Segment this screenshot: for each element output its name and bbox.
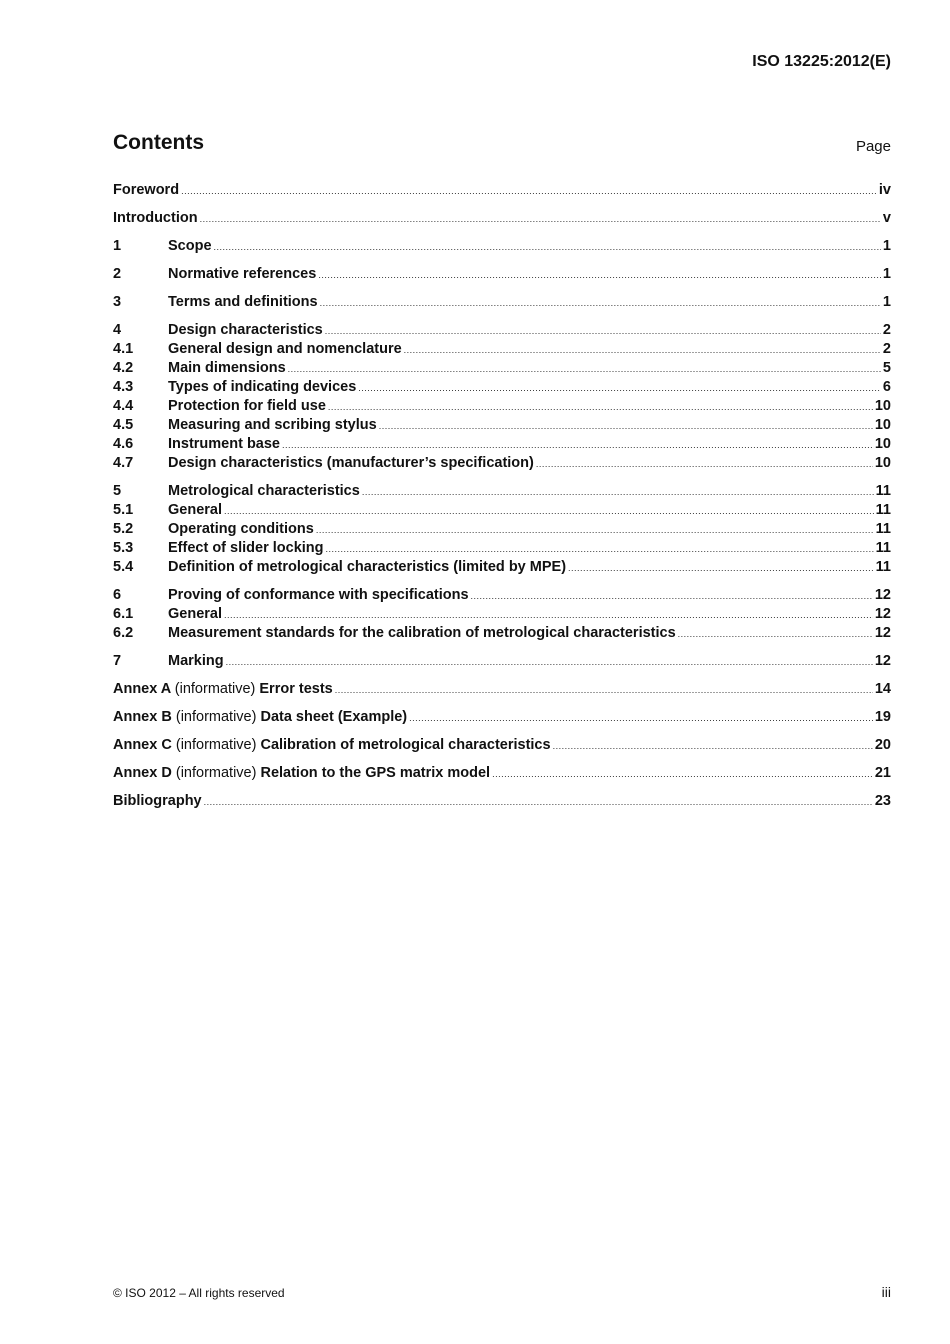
- toc-entry-page: v: [882, 210, 891, 226]
- toc-entry-title: [168, 483, 360, 499]
- toc-entry[interactable]: [113, 266, 891, 285]
- toc-entry-page: 1: [882, 294, 891, 310]
- toc-entry[interactable]: [113, 793, 891, 812]
- toc-entry-text: Design characteristics: [168, 322, 323, 338]
- toc-entry-title: [168, 559, 566, 575]
- toc-entry-number: 3: [113, 294, 122, 310]
- toc-entry-page: 11: [875, 502, 891, 518]
- toc-entry-title: [168, 379, 356, 395]
- toc-entry-page: 10: [874, 417, 891, 433]
- annex-label: Annex A: [113, 681, 171, 697]
- toc-entry-title: [168, 294, 318, 310]
- toc-entry-text: Scope: [168, 238, 212, 254]
- dot-leader: [379, 421, 873, 431]
- toc-entry-number: 6.1: [113, 606, 134, 622]
- toc-entry-page: 11: [875, 540, 891, 556]
- dot-leader: [328, 402, 873, 412]
- toc-entry[interactable]: [113, 483, 891, 502]
- dot-leader: [536, 459, 873, 469]
- table-of-contents: [113, 182, 891, 812]
- toc-entry-number: 5: [113, 483, 122, 499]
- toc-entry[interactable]: [113, 436, 891, 455]
- dot-leader: [224, 610, 873, 620]
- toc-entry-page: 1: [882, 266, 891, 282]
- toc-entry[interactable]: [113, 521, 891, 540]
- toc-entry-text: Main dimensions: [168, 360, 286, 376]
- toc-entry-page: 2: [882, 341, 891, 357]
- toc-entry-page: 11: [875, 483, 891, 499]
- toc-entry-text: Definition of metrological characteristics (limited by MPE): [168, 559, 567, 575]
- toc-entry-title: [168, 238, 212, 254]
- toc-entry-number: 4.7: [113, 455, 134, 471]
- toc-entry-page: 12: [874, 625, 891, 641]
- toc-entry-page: 10: [874, 398, 891, 414]
- page-number: iii: [881, 1284, 891, 1300]
- toc-entry[interactable]: [113, 540, 891, 559]
- toc-entry-text: Calibration of metrological characteristics: [260, 737, 551, 753]
- toc-entry-title: [113, 737, 551, 753]
- toc-entry[interactable]: [113, 398, 891, 417]
- toc-entry-number: 6.2: [113, 625, 134, 641]
- toc-entry-page: 23: [874, 793, 891, 809]
- toc-entry-text: Protection for field use: [168, 398, 326, 414]
- toc-entry-page: 12: [874, 606, 891, 622]
- annex-type: (informative): [175, 765, 257, 781]
- toc-entry-title: [168, 455, 534, 471]
- annex-type: (informative): [175, 709, 257, 725]
- toc-entry[interactable]: [113, 455, 891, 474]
- toc-entry-title: [168, 360, 286, 376]
- toc-entry[interactable]: [113, 182, 891, 201]
- annex-type: (informative): [175, 737, 257, 753]
- toc-entry[interactable]: [113, 322, 891, 341]
- toc-entry-text: Marking: [168, 653, 224, 669]
- dot-leader: [362, 487, 874, 497]
- dot-leader: [320, 298, 881, 308]
- dot-leader: [316, 525, 874, 535]
- toc-entry-text: Relation to the GPS matrix model: [260, 765, 491, 781]
- copyright-notice: © ISO 2012 – All rights reserved: [113, 1286, 285, 1300]
- annex-type: (informative): [174, 681, 256, 697]
- toc-entry-page: 10: [874, 455, 891, 471]
- toc-entry-number: 5.3: [113, 540, 134, 556]
- toc-entry-page: 12: [874, 587, 891, 603]
- toc-entry-title: [113, 765, 490, 781]
- annex-label: Annex C: [113, 737, 172, 753]
- toc-entry[interactable]: [113, 417, 891, 436]
- toc-entry-number: 6: [113, 587, 122, 603]
- toc-entry-text: Measurement standards for the calibration of metrological characteristics: [168, 625, 676, 641]
- toc-entry[interactable]: [113, 606, 891, 625]
- toc-entry[interactable]: [113, 653, 891, 672]
- toc-entry-title: [168, 540, 324, 556]
- dot-leader: [409, 713, 873, 723]
- toc-entry-page: 21: [874, 765, 891, 781]
- toc-entry-title: [113, 210, 198, 226]
- toc-entry-text: Error tests: [259, 681, 333, 697]
- toc-entry[interactable]: [113, 502, 891, 521]
- dot-leader: [678, 629, 873, 639]
- toc-entry-number: 4.4: [113, 398, 134, 414]
- dot-leader: [492, 769, 873, 779]
- toc-entry-number: 2: [113, 266, 122, 282]
- toc-entry-page: 11: [875, 521, 891, 537]
- dot-leader: [200, 214, 881, 224]
- toc-entry-text: Metrological characteristics: [168, 483, 360, 499]
- toc-entry-title: [113, 709, 407, 725]
- toc-entry-text: Data sheet (Example): [260, 709, 408, 725]
- toc-entry-number: 4.1: [113, 341, 134, 357]
- toc-entry-text: Bibliography: [113, 793, 202, 809]
- toc-entry-number: 4.2: [113, 360, 134, 376]
- annex-label: Annex B: [113, 709, 172, 725]
- toc-entry-text: Instrument base: [168, 436, 280, 452]
- dot-leader: [358, 383, 881, 393]
- toc-entry-text: General: [168, 606, 222, 622]
- toc-entry-text: General design and nomenclature: [168, 341, 402, 357]
- toc-entry-number: 1: [113, 238, 122, 254]
- toc-entry-number: 4.5: [113, 417, 134, 433]
- dot-leader: [226, 657, 873, 667]
- toc-entry[interactable]: [113, 294, 891, 313]
- toc-entry-page: 10: [874, 436, 891, 452]
- toc-entry-number: 5.1: [113, 502, 134, 518]
- toc-entry[interactable]: [113, 559, 891, 578]
- toc-entry-title: [168, 417, 377, 433]
- toc-entry-title: [168, 502, 222, 518]
- toc-entry-title: [113, 681, 333, 697]
- toc-entry-text: Effect of slider locking: [168, 540, 324, 556]
- toc-entry-text: Measuring and scribing stylus: [168, 417, 377, 433]
- toc-entry-text: Terms and definitions: [168, 294, 318, 310]
- dot-leader: [335, 685, 873, 695]
- toc-entry-text: Design characteristics (manufacturer’s specification): [168, 455, 534, 471]
- toc-entry-page: 6: [882, 379, 891, 395]
- toc-entry-number: 7: [113, 653, 122, 669]
- toc-entry[interactable]: [113, 238, 891, 257]
- toc-entry-title: [113, 793, 202, 809]
- toc-entry-number: 4: [113, 322, 122, 338]
- page-column-label: Page: [855, 138, 891, 155]
- toc-entry[interactable]: [113, 737, 891, 756]
- toc-entry[interactable]: [113, 587, 891, 606]
- toc-entry[interactable]: [113, 625, 891, 644]
- dot-leader: [568, 563, 874, 573]
- toc-entry-number: 4.6: [113, 436, 134, 452]
- dot-leader: [214, 242, 881, 252]
- toc-entry-page: 12: [874, 653, 891, 669]
- toc-entry[interactable]: [113, 341, 891, 360]
- toc-entry[interactable]: [113, 360, 891, 379]
- toc-entry-number: 4.3: [113, 379, 134, 395]
- toc-entry[interactable]: [113, 210, 891, 229]
- toc-entry[interactable]: [113, 765, 891, 784]
- toc-entry-title: [168, 653, 224, 669]
- dot-leader: [404, 345, 881, 355]
- toc-entry[interactable]: [113, 709, 891, 728]
- toc-entry-page: 14: [874, 681, 891, 697]
- toc-entry-number: 5.2: [113, 521, 134, 537]
- toc-entry-page: 2: [882, 322, 891, 338]
- toc-entry-page: 11: [875, 559, 891, 575]
- annex-label: Annex D: [113, 765, 172, 781]
- contents-heading: Contents: [113, 131, 204, 154]
- toc-entry-text: General: [168, 502, 222, 518]
- dot-leader: [326, 544, 874, 554]
- dot-leader: [325, 326, 881, 336]
- dot-leader: [181, 186, 877, 196]
- toc-entry-text: Normative references: [168, 266, 317, 282]
- toc-entry-number: 5.4: [113, 559, 134, 575]
- toc-entry-title: [168, 606, 222, 622]
- toc-entry-page: iv: [878, 182, 891, 198]
- document-id: ISO 13225:2012(E): [752, 53, 891, 70]
- toc-entry-text: Operating conditions: [168, 521, 314, 537]
- dot-leader: [204, 797, 873, 807]
- toc-entry-title: [168, 625, 676, 641]
- toc-entry[interactable]: [113, 379, 891, 398]
- toc-entry-page: 5: [882, 360, 891, 376]
- toc-entry-text: Proving of conformance with specifications: [168, 587, 469, 603]
- dot-leader: [288, 364, 881, 374]
- toc-entry-page: 20: [874, 737, 891, 753]
- dot-leader: [471, 591, 873, 601]
- toc-entry-title: [168, 587, 469, 603]
- toc-entry-text: Introduction: [113, 210, 198, 226]
- dot-leader: [282, 440, 873, 450]
- toc-entry-title: [168, 266, 316, 282]
- toc-entry-text: Types of indicating devices: [168, 379, 357, 395]
- dot-leader: [553, 741, 873, 751]
- toc-entry-page: 1: [882, 238, 891, 254]
- dot-leader: [224, 506, 874, 516]
- toc-entry-title: [113, 182, 179, 198]
- toc-entry-title: [168, 341, 402, 357]
- toc-entry-title: [168, 398, 326, 414]
- toc-entry-title: [168, 322, 323, 338]
- dot-leader: [318, 270, 881, 280]
- toc-entry-page: 19: [874, 709, 891, 725]
- toc-entry[interactable]: [113, 681, 891, 700]
- toc-entry-text: Foreword: [113, 182, 180, 198]
- toc-entry-title: [168, 436, 280, 452]
- toc-entry-title: [168, 521, 314, 537]
